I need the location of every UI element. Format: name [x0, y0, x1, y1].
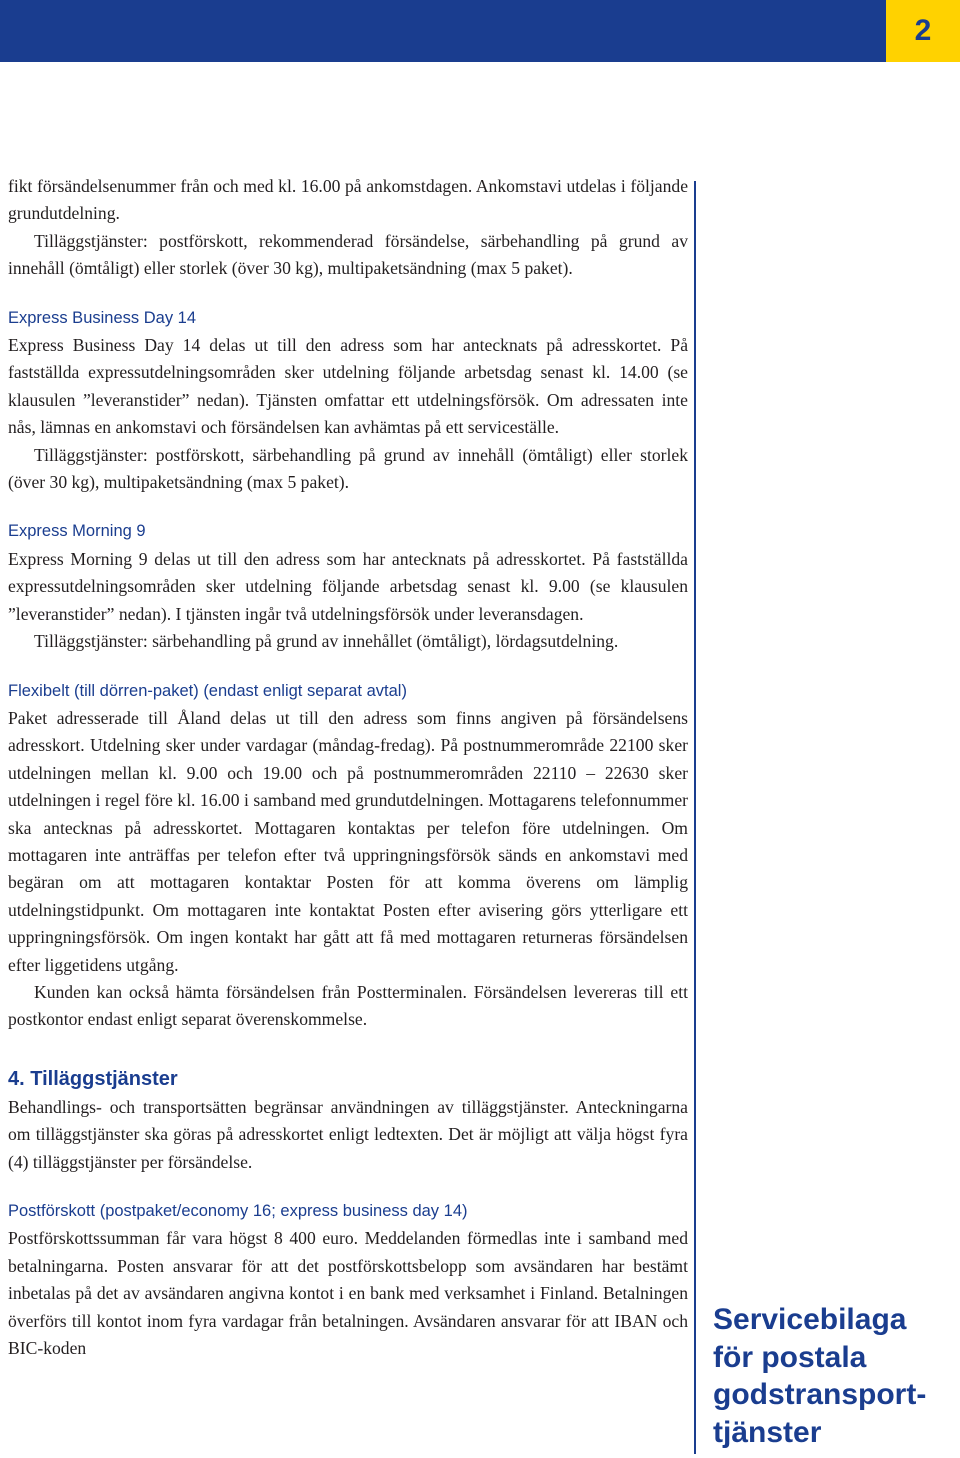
sidebar-title-line-4: tjänster [713, 1415, 822, 1449]
tillaggstjanster-paragraph-1: Behandlings- och transportsätten begränsar användningen av tilläggstjänster. Anteckningarna om tilläggstjänster ska göras på adresskortet enligt ledtexten. Det är möjligt att välja högst fyra (4) tilläggstjänster per försändelse. [8, 1096, 688, 1172]
section-heading-flexibelt: Flexibelt (till dörren-paket) (endast enligt separat avtal) [8, 681, 407, 700]
postforskott-paragraph-1: Postförskottssumman får vara högst 8 400 euro. Meddelanden förmedlas inte i samband med betalningarna. Posten ansvarar för att det postförskottsbelopp som avsändaren har bestämt inbetalas på det av avsändaren angivna kontot i en bank med verksamhet i Finland. Betalningen överförs till kontot inom fyra vardagar från betalningen. Avsändaren ansvarar för att IBAN och BIC-koden [8, 1228, 688, 1359]
intro-paragraph-1: fikt försändelsenummer från och med kl. 16.00 på ankomstdagen. Ankomstavi utdelas i följande grundutdelning. [8, 176, 688, 224]
flexibelt-paragraph-2: Kunden kan också hämta försändelsen från Postterminalen. Försändelsen levereras till ett postkontor endast enligt separat överenskommelse. [8, 981, 688, 1030]
header-bar [0, 0, 886, 62]
page-number-badge [886, 0, 960, 62]
section-heading-tillaggstjanster: 4. Tilläggstjänster [8, 1067, 178, 1090]
sidebar-title-line-2: för postala [713, 1340, 867, 1374]
page-number: 2 [914, 14, 932, 47]
sidebar-document-title [713, 1301, 958, 1451]
express-business-day-paragraph-2: Tilläggstjänster: postförskott, särbehandling på grund av innehåll (ömtåligt) eller storlek (över 30 kg), multipaketsändning (max 5 paket). [8, 444, 688, 493]
intro-paragraph-2: Tilläggstjänster: postförskott, rekommenderad försändelse, särbehandling på grund av innehåll (ömtåligt) eller storlek (över 30 kg), multipaketsändning (max 5 paket). [8, 230, 688, 279]
express-business-day-paragraph-1: Express Business Day 14 delas ut till den adress som har antecknats på adresskortet. På fastställda expressutdelningsområden sker utdelning följande arbetsdag senast kl. 14.00 (se klausulen ”leveranstider” nedan). Tjänsten omfattar ett utdelningsförsök. Om adressaten inte nås, lämnas en ankomstavi och försändelsen kan avhämtas på ett serviceställe. [8, 335, 688, 438]
vertical-divider [694, 181, 696, 1454]
main-text-column [8, 173, 688, 1362]
express-morning-paragraph-1: Express Morning 9 delas ut till den adress som har antecknats på adresskortet. På fastställda expressutdelningsområden sker utdelning följande arbetsdag senast kl. 9.00 (se klausulen ”leveranstider” nedan). I tjänsten ingår två utdelningsförsök under leveransdagen. [8, 548, 688, 624]
flexibelt-paragraph-1: Paket adresserade till Åland delas ut till den adress som finns angiven på försändelsens adresskort. Utdelning sker under vardagar (måndag-fredag). På postnummerområde 22100 sker utdelningen mellan kl. 9.00 och 19.00 och på postnummerområden 22110 – 22630 sker utdelningen i regel före kl. 16.00 i samband med grundutdelningen. Mottagarens telefonnummer ska antecknas på adresskortet. Mottagaren kontaktas per telefon före utdelningen. Om mottagaren inte anträffas per telefon efter två uppringningsförsök sänds en ankomstavi med begäran om att mottagaren kontaktar Posten för att komma överens om lämplig utdelningstidpunkt. Om mottagaren inte kontaktat Posten efter avisering görs ytterligare ett uppringningsförsök. Om ingen kontakt har gått att få med mottagaren returneras försändelsen efter liggetidens utgång. [8, 707, 688, 975]
sidebar-title-line-1: Servicebilaga [713, 1303, 907, 1336]
express-morning-paragraph-2: Tilläggstjänster: särbehandling på grund av innehållet (ömtåligt), lördagsutdelning. [34, 631, 619, 652]
section-heading-express-morning: Express Morning 9 [8, 522, 146, 541]
sidebar-title-line-3: godstransport- [713, 1378, 927, 1411]
section-heading-express-business-day: Express Business Day 14 [8, 308, 197, 327]
section-heading-postforskott: Postförskott (postpaket/economy 16; express business day 14) [8, 1202, 468, 1220]
